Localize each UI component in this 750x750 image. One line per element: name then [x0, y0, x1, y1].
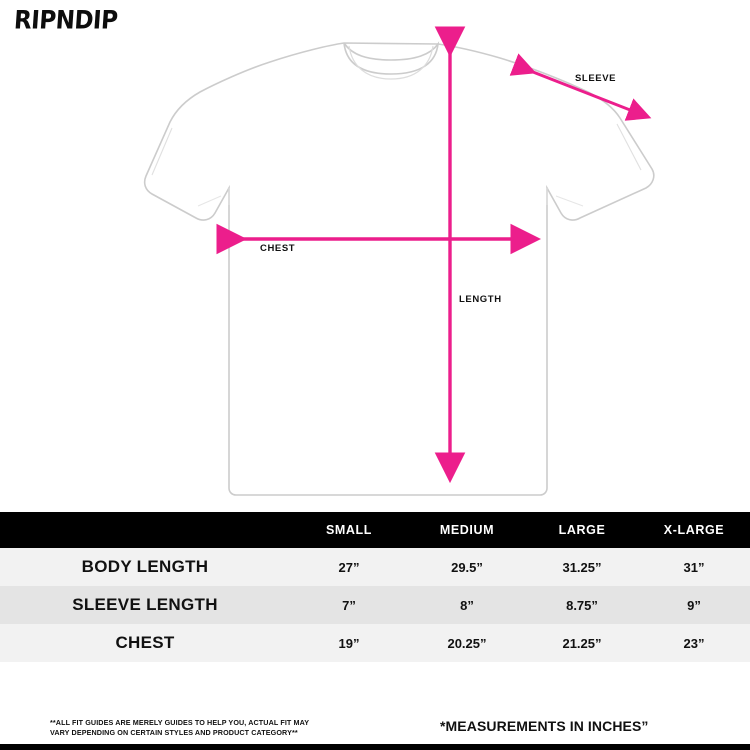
cell-chest-xlarge: 23” [683, 635, 705, 651]
length-label: LENGTH [459, 294, 502, 305]
sleeve-label: SLEEVE [575, 73, 617, 84]
size-chart-table [0, 512, 750, 662]
cell-sleeve-length-large: 8.75” [566, 597, 598, 613]
header-cell-blank [0, 512, 290, 548]
row-label-sleeve-length: SLEEVE LENGTH [72, 595, 218, 614]
fit-disclaimer: **ALL FIT GUIDES ARE MERELY GUIDES TO HELP YOU, ACTUAL FIT MAY VARY DEPENDING ON CERTAIN STYLES AND PRODUCT CATEGORY** [50, 718, 309, 738]
row-label-body-length: BODY LENGTH [81, 557, 209, 576]
header-cell-medium: MEDIUM [439, 523, 495, 537]
cell-sleeve-length-medium: 8” [460, 597, 474, 613]
header-cell-large: LARGE [558, 523, 606, 537]
table-row [0, 586, 750, 624]
bottom-strip [0, 744, 750, 750]
cell-body-length-xlarge: 31” [683, 559, 705, 575]
table-row [0, 548, 750, 586]
footer [0, 700, 750, 750]
cell-body-length-large: 31.25” [562, 559, 602, 575]
chest-label: CHEST [260, 243, 296, 254]
table-header-row [0, 512, 750, 548]
row-label-chest: CHEST [115, 633, 175, 652]
cell-body-length-small: 27” [338, 559, 360, 575]
cell-sleeve-length-small: 7” [342, 597, 356, 613]
cell-chest-large: 21.25” [562, 635, 602, 651]
header-cell-small: SMALL [325, 523, 373, 537]
measurement-unit-note: *MEASUREMENTS IN INCHES” [440, 718, 649, 734]
cell-body-length-medium: 29.5” [451, 559, 483, 575]
tshirt-outline [145, 43, 654, 495]
cell-chest-medium: 20.25” [447, 635, 487, 651]
cell-chest-small: 19” [338, 635, 360, 651]
cell-sleeve-length-xlarge: 9” [687, 597, 701, 613]
table-row [0, 624, 750, 662]
brand-logo: RIPNDIP [13, 6, 119, 36]
header-cell-xlarge: X-LARGE [663, 523, 725, 537]
